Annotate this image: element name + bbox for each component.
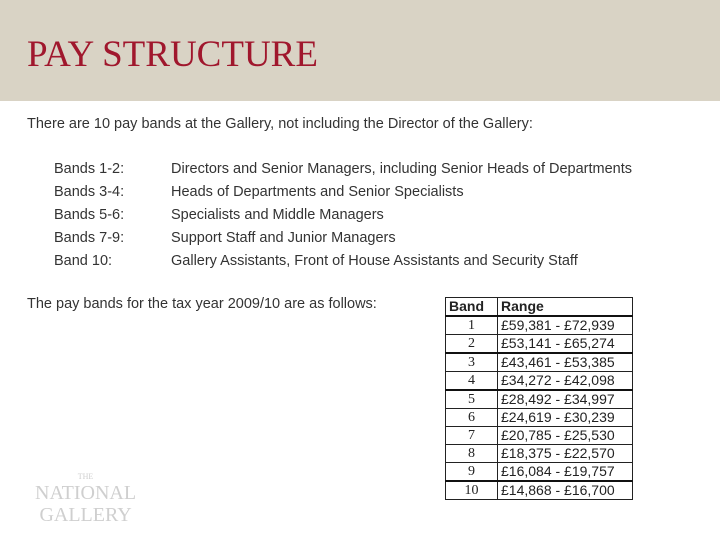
band-item (54, 227, 632, 250)
table-row (446, 353, 633, 372)
table-row (446, 463, 633, 482)
band-desc: Directors and Senior Managers, including Senior Heads of Departments (171, 161, 633, 177)
range-cell: £14,868 - £16,700 (498, 481, 633, 500)
band-item (54, 181, 632, 204)
range-cell: £43,461 - £53,385 (498, 353, 633, 372)
range-cell: £16,084 - £19,757 (498, 463, 633, 482)
slide-title: PAY STRUCTURE (27, 34, 318, 75)
band-desc: Specialists and Middle Managers (171, 207, 384, 223)
band-cell: 8 (446, 445, 498, 463)
logo-line: GALLERY (39, 504, 132, 526)
range-cell: £34,272 - £42,098 (498, 372, 633, 391)
intro-text: There are 10 pay bands at the Gallery, not including the Director of the Gallery: (27, 116, 533, 132)
column-header-band: Band (446, 298, 498, 317)
band-cell: 9 (446, 463, 498, 482)
band-desc: Support Staff and Junior Managers (171, 230, 396, 246)
range-cell: £18,375 - £22,570 (498, 445, 633, 463)
band-cell: 10 (446, 481, 498, 500)
range-cell: £24,619 - £30,239 (498, 409, 633, 427)
table-row (446, 481, 633, 500)
national-gallery-logo (35, 472, 136, 526)
band-item (54, 204, 632, 227)
band-desc: Heads of Departments and Senior Specialists (171, 184, 464, 200)
table-row (446, 445, 633, 463)
band-label: Bands 5-6: (54, 207, 125, 223)
band-label: Bands 1-2: (54, 161, 125, 177)
band-cell: 3 (446, 353, 498, 372)
range-cell: £53,141 - £65,274 (498, 335, 633, 354)
table-row (446, 316, 633, 335)
table-lead-text: The pay bands for the tax year 2009/10 are as follows: (27, 296, 377, 312)
pay-band-table (445, 297, 633, 500)
logo-line: THE (77, 472, 94, 481)
table-row (446, 427, 633, 445)
table-row (446, 335, 633, 354)
table-row (446, 372, 633, 391)
band-cell: 5 (446, 390, 498, 409)
band-cell: 1 (446, 316, 498, 335)
band-cell: 6 (446, 409, 498, 427)
column-header-range: Range (498, 298, 633, 317)
band-list (54, 158, 632, 273)
band-cell: 2 (446, 335, 498, 354)
range-cell: £59,381 - £72,939 (498, 316, 633, 335)
band-cell: 4 (446, 372, 498, 391)
band-label: Bands 3-4: (54, 184, 125, 200)
band-desc: Gallery Assistants, Front of House Assistants and Security Staff (171, 253, 578, 269)
band-cell: 7 (446, 427, 498, 445)
band-label: Band 10: (54, 253, 113, 269)
band-label: Bands 7-9: (54, 230, 125, 246)
table-row (446, 390, 633, 409)
band-item (54, 250, 632, 273)
logo-line: NATIONAL (35, 482, 137, 504)
range-cell: £20,785 - £25,530 (498, 427, 633, 445)
range-cell: £28,492 - £34,997 (498, 390, 633, 409)
table-row (446, 409, 633, 427)
band-item (54, 158, 632, 181)
